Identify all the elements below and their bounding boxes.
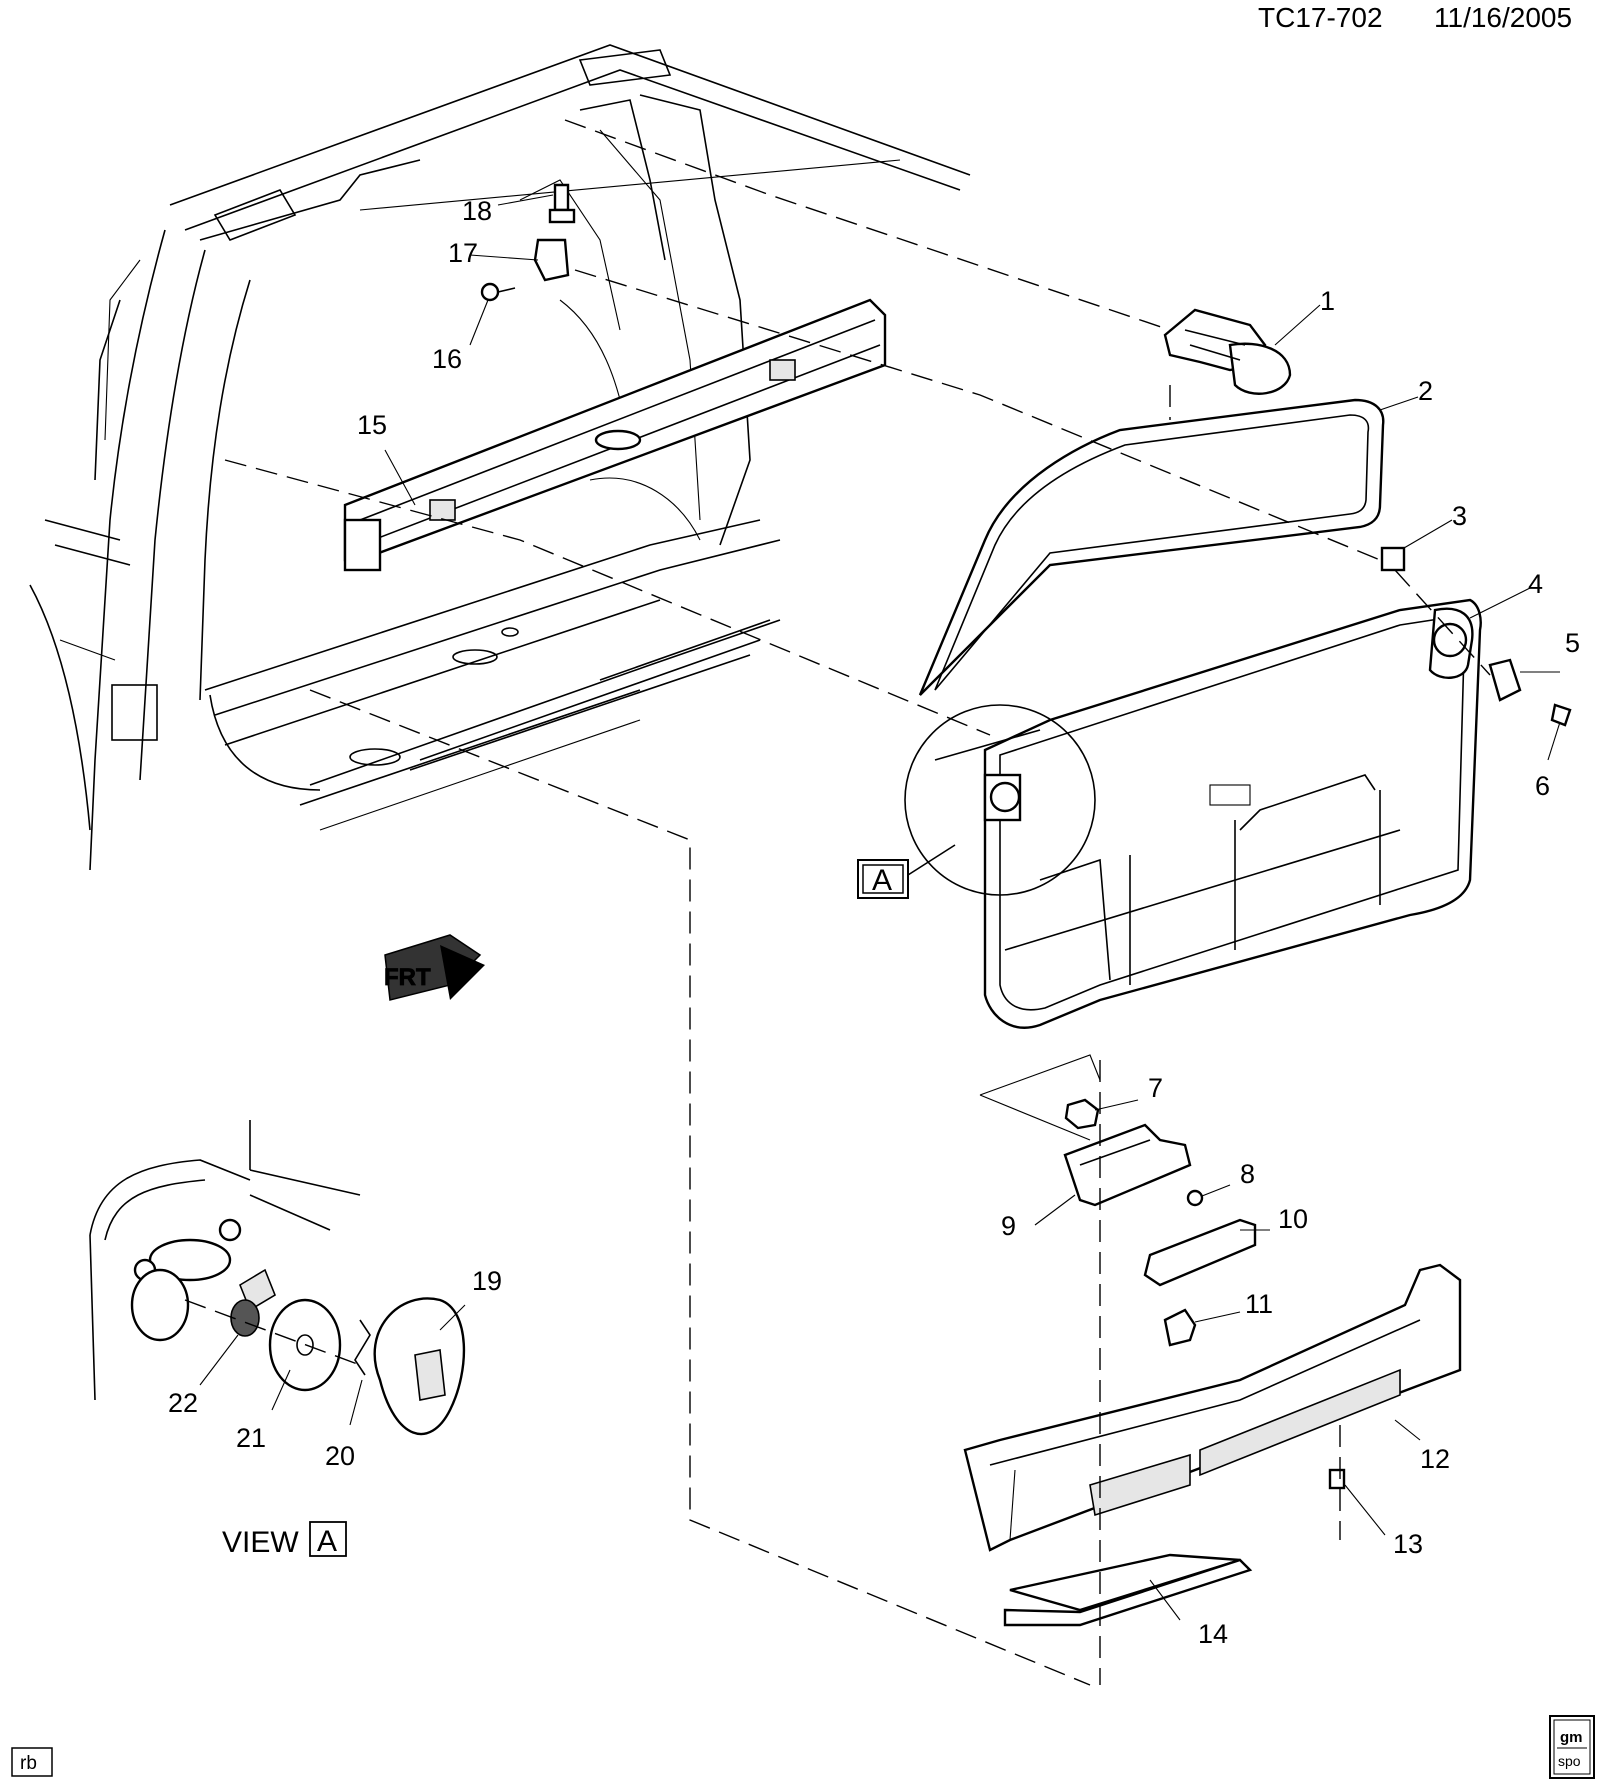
part-11-clip — [1165, 1310, 1195, 1345]
callout-11: 11 — [1245, 1289, 1274, 1319]
callout-6: 6 — [1535, 771, 1551, 801]
view-a-reference-box — [858, 845, 955, 898]
part-1-latch-assembly — [1165, 310, 1290, 394]
front-direction-arrow — [384, 935, 485, 1000]
callout-8: 8 — [1240, 1159, 1256, 1189]
part-3-clip — [1382, 548, 1404, 570]
callout-22: 22 — [168, 1388, 199, 1418]
callout-4: 4 — [1528, 569, 1544, 599]
drawing-date: 11/16/2005 — [1434, 2, 1573, 33]
logo-line-1: gm — [1560, 1729, 1583, 1746]
view-letter: A — [317, 1525, 338, 1558]
footer-left-tag — [12, 1748, 52, 1776]
front-arrow-label: FRT — [384, 964, 431, 991]
logo-line-2: spo — [1558, 1753, 1581, 1769]
part-14-pad — [1005, 1555, 1250, 1625]
part-5-bumper-stop — [1490, 660, 1520, 700]
callout-9: 9 — [1001, 1211, 1017, 1241]
callout-12: 12 — [1420, 1444, 1451, 1474]
part-8-screw — [1188, 1191, 1202, 1205]
part-17-bracket — [535, 240, 568, 280]
part-20-retainer-clip — [355, 1320, 370, 1375]
view-word: VIEW — [222, 1526, 299, 1559]
part-12-lower-trim-panel — [965, 1265, 1460, 1550]
part-7-nut — [1066, 1100, 1098, 1128]
callout-7: 7 — [1148, 1073, 1164, 1103]
callout-16: 16 — [432, 344, 463, 374]
drawing-id: TC17-702 — [1258, 2, 1383, 33]
callout-2: 2 — [1418, 376, 1434, 406]
part-16-screw — [482, 284, 515, 300]
callout-18: 18 — [462, 196, 493, 226]
callout-5: 5 — [1565, 628, 1581, 658]
footer-tag-text: rb — [20, 1753, 37, 1774]
part-6-screw — [1552, 705, 1570, 725]
view-a-box-letter: A — [872, 864, 893, 897]
gm-spo-logo — [1550, 1716, 1594, 1778]
tailgate-inner-panel — [985, 600, 1481, 1028]
callout-20: 20 — [325, 1441, 356, 1471]
callout-1: 1 — [1320, 286, 1336, 316]
callout-21: 21 — [236, 1423, 267, 1453]
callout-19: 19 — [472, 1266, 503, 1296]
callout-14: 14 — [1198, 1619, 1229, 1649]
callout-15: 15 — [357, 410, 388, 440]
callout-3: 3 — [1452, 501, 1468, 531]
part-10-handle — [1145, 1220, 1255, 1285]
view-a-caption — [222, 1522, 346, 1559]
callout-17: 17 — [448, 238, 479, 268]
callout-10: 10 — [1278, 1204, 1309, 1234]
callout-13: 13 — [1393, 1529, 1424, 1559]
part-13-clip — [1330, 1470, 1344, 1488]
